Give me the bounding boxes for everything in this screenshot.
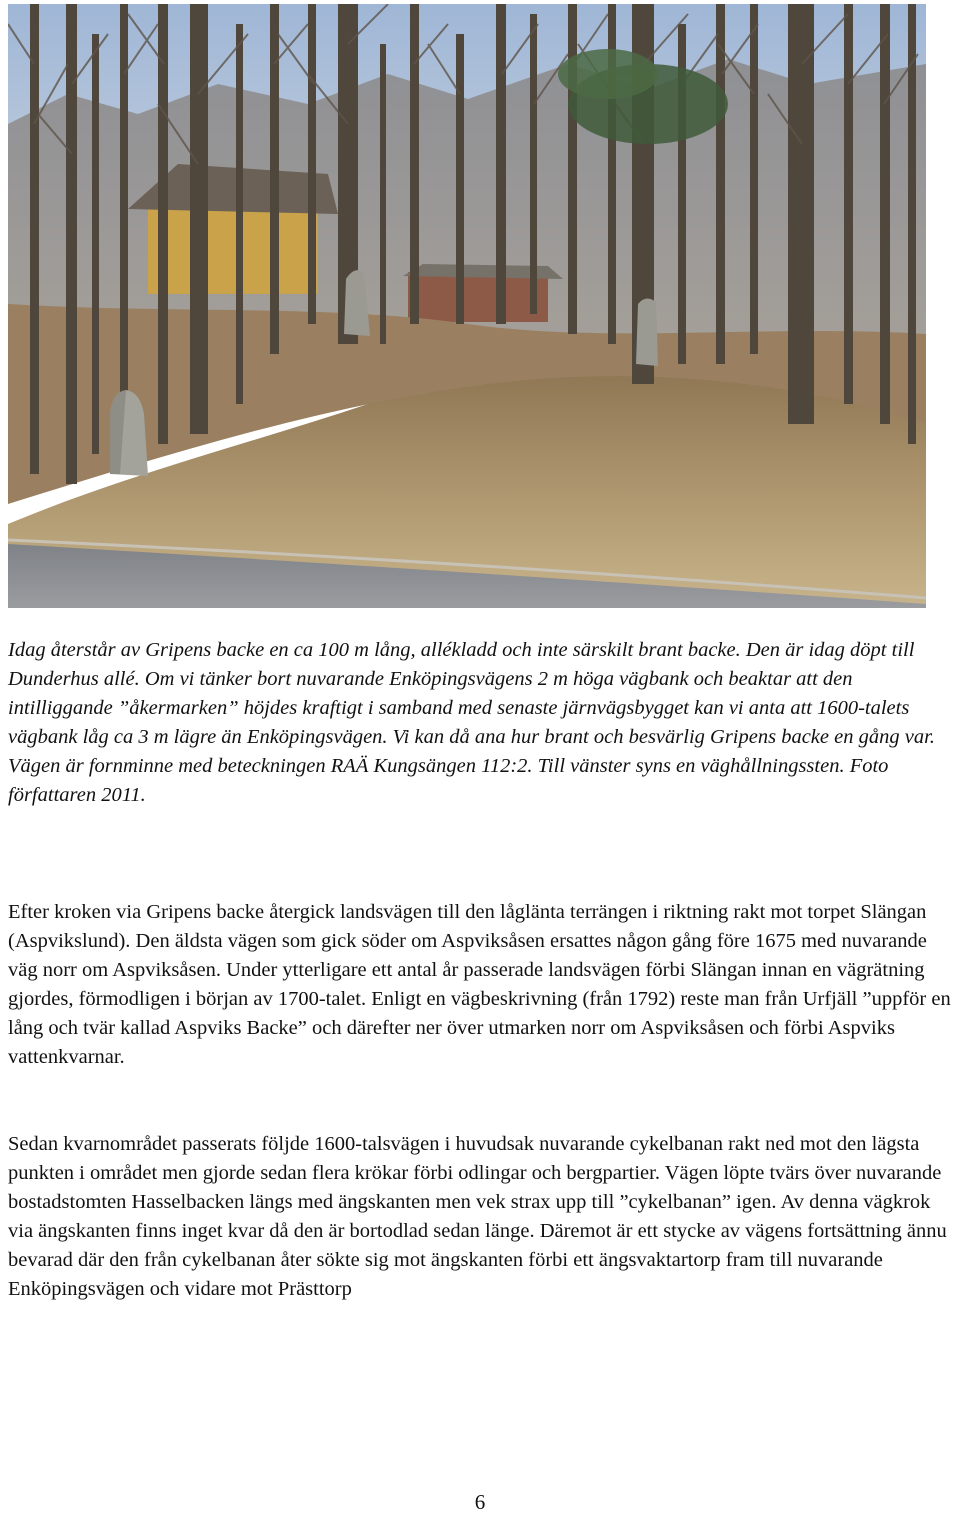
body-paragraph: Sedan kvarnområdet passerats följde 1600-talsvägen i huvudsak nuvarande cykelbanan rakt ned mot den lägsta punkten i området men gjorde sedan flera krökar förbi odlingar och bergpartier. Vägen löpte tvärs över nuvarande bostadstomten Hasselbacken längs med ängskanten men vek strax upp till ”cykelbanan” igen. Av denna vägkrok via ängskanten finns inget kvar då den är bortodlad sedan länge. Däremot är ett stycke av vägens fortsättning ännu bevarad där den från cykelbanan åter sökte sig mot ängskanten förbi ett ängsvaktartorp fram till nuvarande Enköpingsvägen och vidare mot Prästtorp: [8, 1133, 947, 1300]
photo-caption: Idag återstår av Gripens backe en ca 100 m lång, allékladd och inte särskilt brant backe. Den är idag döpt till Dunderhus allé. Om vi tänker bort nuvarande Enköpingsvägens 2 m höga vägbank och beaktar att den intilliggande ”åkermarken” höjdes kraftigt i samband med senaste järnvägsbygget kan vi anta att 1600-talets vägbank låg ca 3 m lägre än Enköpingsvägen. Vi kan då ana hur brant och besvärlig Gripens backe en gång var. Vägen är fornminne med beteckningen RAÄ Kungsängen 112:2. Till vänster syns en väghållningssten. Foto författaren 2011.: [8, 639, 935, 806]
photograph-gripens-backe: [8, 4, 926, 608]
shed: [408, 272, 548, 322]
body-paragraph: Efter kroken via Gripens backe återgick landsvägen till den låglänta terrängen i riktning rakt mot torpet Slängan (Aspvikslund). Den äldsta vägen som gick söder om Aspviksåsen ersattes någon gång före 1675 med nuvarande väg norr om Aspviksåsen. Under ytterligare ett antal år passerade landsvägen förbi Slängan innan en vägrätning gjordes, förmodligen i början av 1700-talet. Enligt en vägbeskrivning (från 1792) reste man från Urfjäll ”uppför en lång och tvär kallad Aspviks Backe” och därefter ner över utmarken norr om Aspviksåsen och förbi Aspviks vattenkvarnar.: [8, 901, 951, 1068]
page-number: 6: [474, 1490, 486, 1514]
house-wall: [148, 204, 318, 294]
